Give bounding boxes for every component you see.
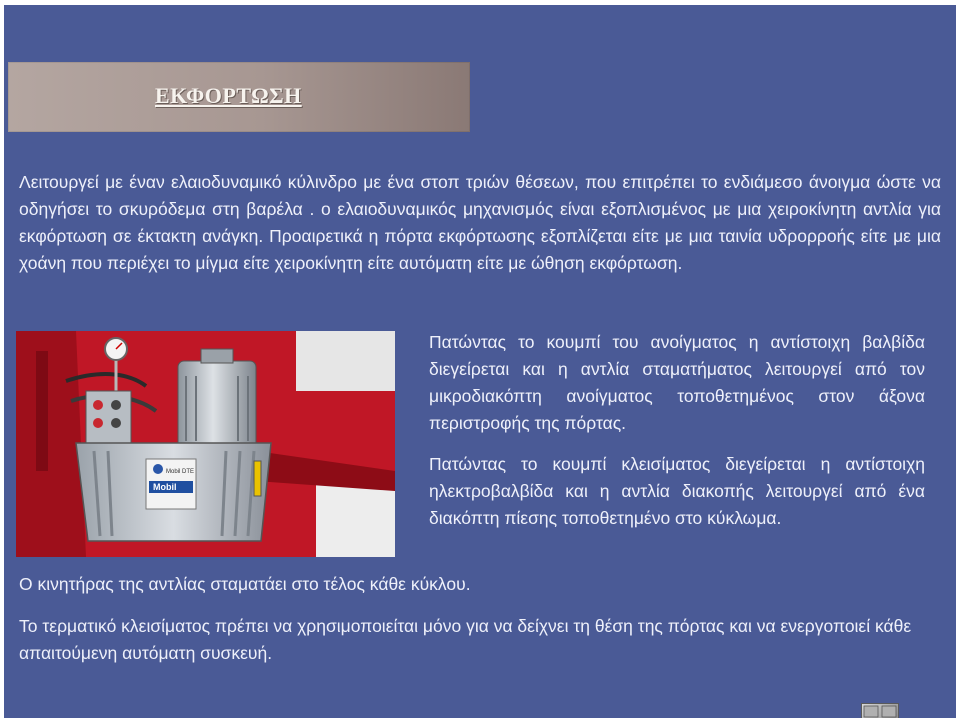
slide-title: ΕΚΦΟΡΤΩΣΗ — [155, 83, 302, 108]
thumbnail-icon — [862, 704, 898, 718]
label-brand: Mobil — [153, 482, 177, 492]
title-bar — [8, 62, 470, 132]
hydraulic-pump-photo — [16, 331, 395, 557]
close-button-paragraph: Πατώντας το κουμπί κλεισίματος διεγείρεται η αντίστοιχη ηλεκτροβαλβίδα και η αντλία διακοπής λειτουργεί από ένα διακόπτη πίεσης τοποθετημένο στο κύκλωμα. — [429, 454, 925, 528]
slide-navigation-icon[interactable] — [861, 703, 899, 718]
label-model: Mobil DTE — [166, 469, 195, 475]
slide — [4, 5, 956, 718]
motor-stop-paragraph: Ο κινητήρας της αντλίας σταματάει στο τέλος κάθε κύκλου. — [19, 574, 471, 594]
open-button-paragraph: Πατώντας το κουμπί του ανοίγματος η αντίστοιχη βαλβίδα διεγείρεται και η αντλία σταματήματος λειτουργεί από τον μικροδιακόπτη ανοίγματος τοποθετημένος στον άξονα περιστροφής της πόρτας. — [429, 332, 925, 433]
terminal-paragraph: Το τερματικό κλεισίματος πρέπει να χρησιμοποιείται μόνο για να δείχνει τη θέση της πόρτας και να ενεργοποιεί κάθε απαιτούμενη αυτόματη συσκευή. — [19, 616, 912, 663]
hydraulic-pump-illustration — [16, 331, 395, 557]
intro-paragraph: Λειτουργεί με έναν ελαιοδυναμικό κύλινδρο με ένα στοπ τριών θέσεων, που επιτρέπει το ενδιάμεσο άνοιγμα ώστε να οδηγήσει το σκυρόδεμα στη βαρέλα . ο ελαιοδυναμικός μηχανισμός είναι εξοπλισμένος με μια χειροκίνητη αντλία για εκφόρτωση σε έκτακτη ανάγκη. Προαιρετικά η πόρτα εκφόρτωσης εξοπλίζεται είτε με μια ταινία υδρορροής είτε με μια χοάνη που περιέχει το μίγμα είτε χειροκίνητη είτε αυτόματη είτε με ώθηση εκφόρτωση. — [19, 172, 941, 273]
